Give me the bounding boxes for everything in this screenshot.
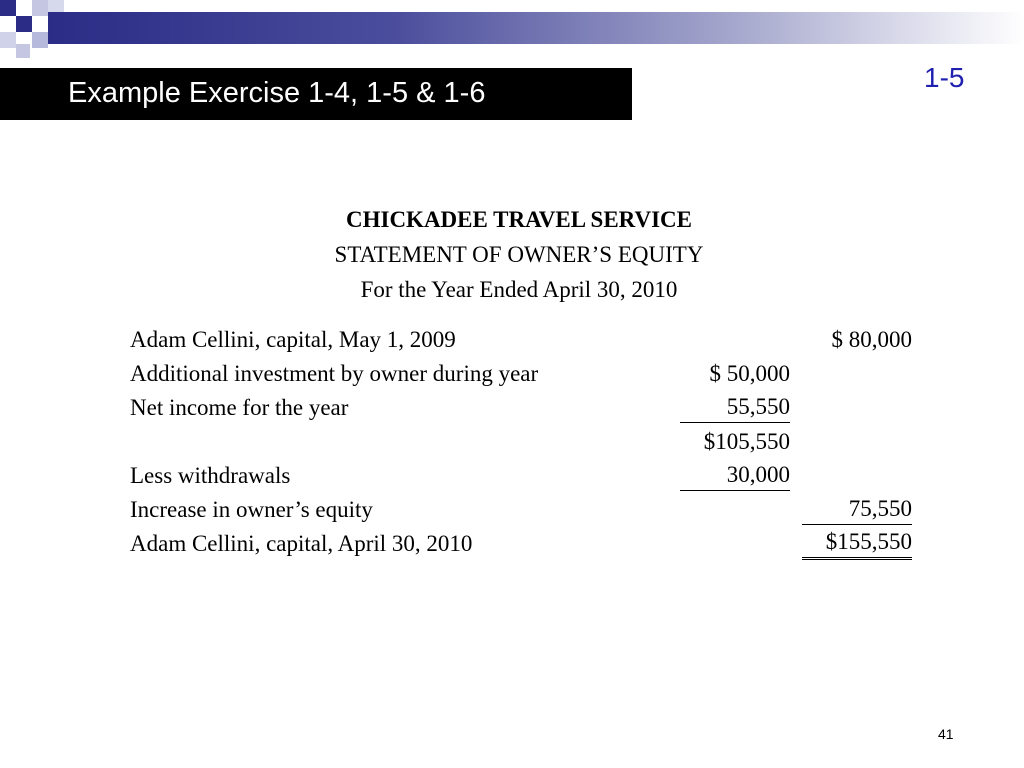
- page-number: 41: [938, 726, 954, 742]
- square-decoration: [0, 32, 16, 48]
- row-amount-inner: 30,000: [680, 459, 790, 491]
- statement-row: [0, 493, 1024, 526]
- statement-name: STATEMENT OF OWNER’S EQUITY: [334, 242, 704, 267]
- slide-title: Example Exercise 1-4, 1-5 & 1-6: [68, 77, 486, 109]
- square-decoration: [0, 0, 16, 16]
- statement-row: [0, 459, 1024, 492]
- statement-row: [0, 391, 1024, 424]
- company-name: CHICKADEE TRAVEL SERVICE: [346, 207, 692, 232]
- row-label: Adam Cellini, capital, April 30, 2010: [130, 531, 473, 556]
- slide-code: 1-5: [924, 62, 965, 93]
- square-decoration: [32, 0, 48, 16]
- statement-row: [0, 323, 1024, 356]
- row-amount-outer: $ 80,000: [831, 327, 912, 352]
- row-amount-inner: $105,550: [703, 429, 790, 454]
- statement-row: [0, 357, 1024, 390]
- statement-row: [0, 527, 1024, 560]
- row-amount-inner: 55,550: [680, 391, 790, 423]
- statement-row: [0, 425, 1024, 458]
- row-label: Adam Cellini, capital, May 1, 2009: [130, 327, 456, 352]
- row-amount-outer: 75,550: [802, 493, 912, 525]
- row-label: Additional investment by owner during year: [130, 361, 539, 386]
- statement-period: For the Year Ended April 30, 2010: [360, 277, 678, 302]
- header-gradient-bar: [48, 12, 1024, 44]
- row-label: Increase in owner’s equity: [130, 497, 373, 522]
- square-decoration: [16, 44, 30, 58]
- row-amount-inner: $ 50,000: [709, 361, 790, 386]
- square-decoration: [32, 32, 48, 48]
- row-amount-outer: $155,550: [802, 527, 912, 560]
- row-label: Net income for the year: [130, 395, 349, 420]
- square-decoration: [16, 16, 32, 32]
- row-label: Less withdrawals: [130, 463, 291, 488]
